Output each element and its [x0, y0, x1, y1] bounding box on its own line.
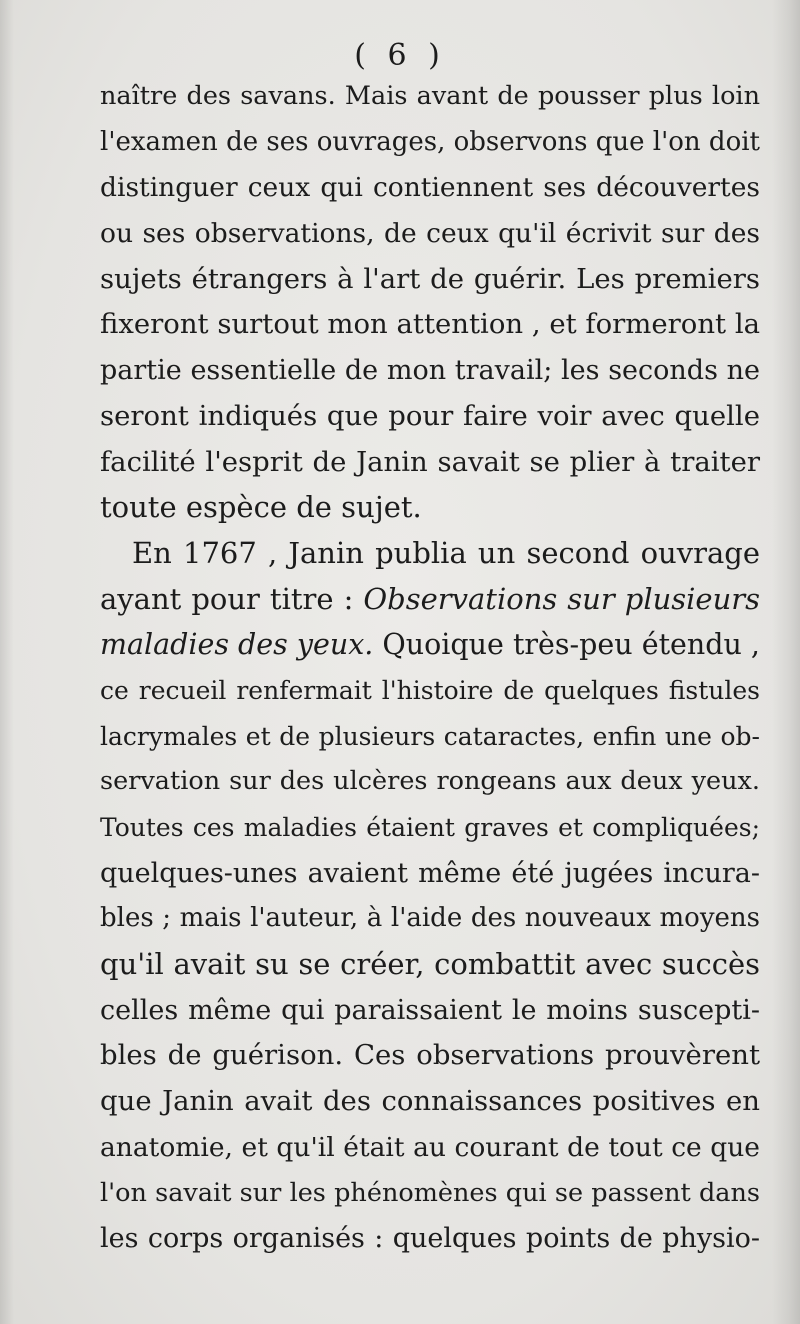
text-line: l'examen de ses ouvrages, observons que l'on doit — [100, 126, 760, 157]
page-number: ( 6 ) — [354, 38, 446, 73]
text-line: distinguer ceux qui contiennent ses découvertes — [100, 172, 760, 204]
text-line: seront indiqués que pour faire voir avec quelle — [100, 399, 760, 432]
text-line: ce recueil renfermait l'histoire de quelques fistules — [100, 675, 760, 705]
text-line: partie essentielle de mon travail; les seconds ne — [100, 355, 760, 387]
page-left-edge-shadow — [0, 0, 14, 1324]
text-line: les corps organisés : quelques points de physio- — [100, 1223, 760, 1255]
book-title-italic: Observations sur plusieurs — [363, 581, 761, 616]
text-line — [100, 577, 760, 623]
text-line: qu'il avait su se créer, combattit avec succès — [100, 947, 760, 982]
text-line: fixeront surtout mon attention , et formeront la — [100, 308, 761, 341]
text-line: l'on savait sur les phénomènes qui se passent dans — [100, 1177, 760, 1208]
text-line: quelques-unes avaient même été jugées incura- — [100, 857, 760, 889]
text-line: sujets étrangers à l'art de guérir. Les premiers — [100, 262, 760, 295]
body-text — [100, 74, 760, 1262]
paragraph-end-line: toute espèce de sujet. — [100, 490, 422, 525]
text-line: anatomie, et qu'il était au courant de tout ce que — [100, 1131, 760, 1163]
text-run: ayant pour titre : — [100, 581, 364, 616]
text-line: servation sur des ulcères rongeans aux deux yeux. — [100, 766, 760, 797]
text-line: lacrymales et de plusieurs cataractes, enfin une ob- — [100, 721, 760, 751]
paragraph-start-line: En 1767 , Janin publia un second ouvrage — [132, 535, 760, 570]
page-gutter-shadow — [772, 0, 800, 1324]
text-line: celles même qui paraissaient le moins suscepti- — [100, 994, 760, 1026]
text-line: bles ; mais l'auteur, à l'aide des nouveaux moyens — [100, 903, 760, 934]
text-line: Toutes ces maladies étaient graves et compliquées; — [100, 813, 760, 842]
text-line — [100, 622, 760, 668]
text-run: Quoique très-peu étendu , — [373, 628, 760, 662]
text-line: facilité l'esprit de Janin savait se plier à traiter — [100, 445, 760, 478]
text-line: naître des savans. Mais avant de pousser plus loin — [100, 81, 760, 111]
book-title-italic: maladies des yeux. — [100, 628, 374, 662]
text-line: bles de guérison. Ces observations prouvèrent — [100, 1039, 760, 1072]
text-line: que Janin avait des connaissances positives en — [100, 1085, 760, 1118]
text-line: ou ses observations, de ceux qu'il écrivit sur des — [100, 218, 760, 250]
